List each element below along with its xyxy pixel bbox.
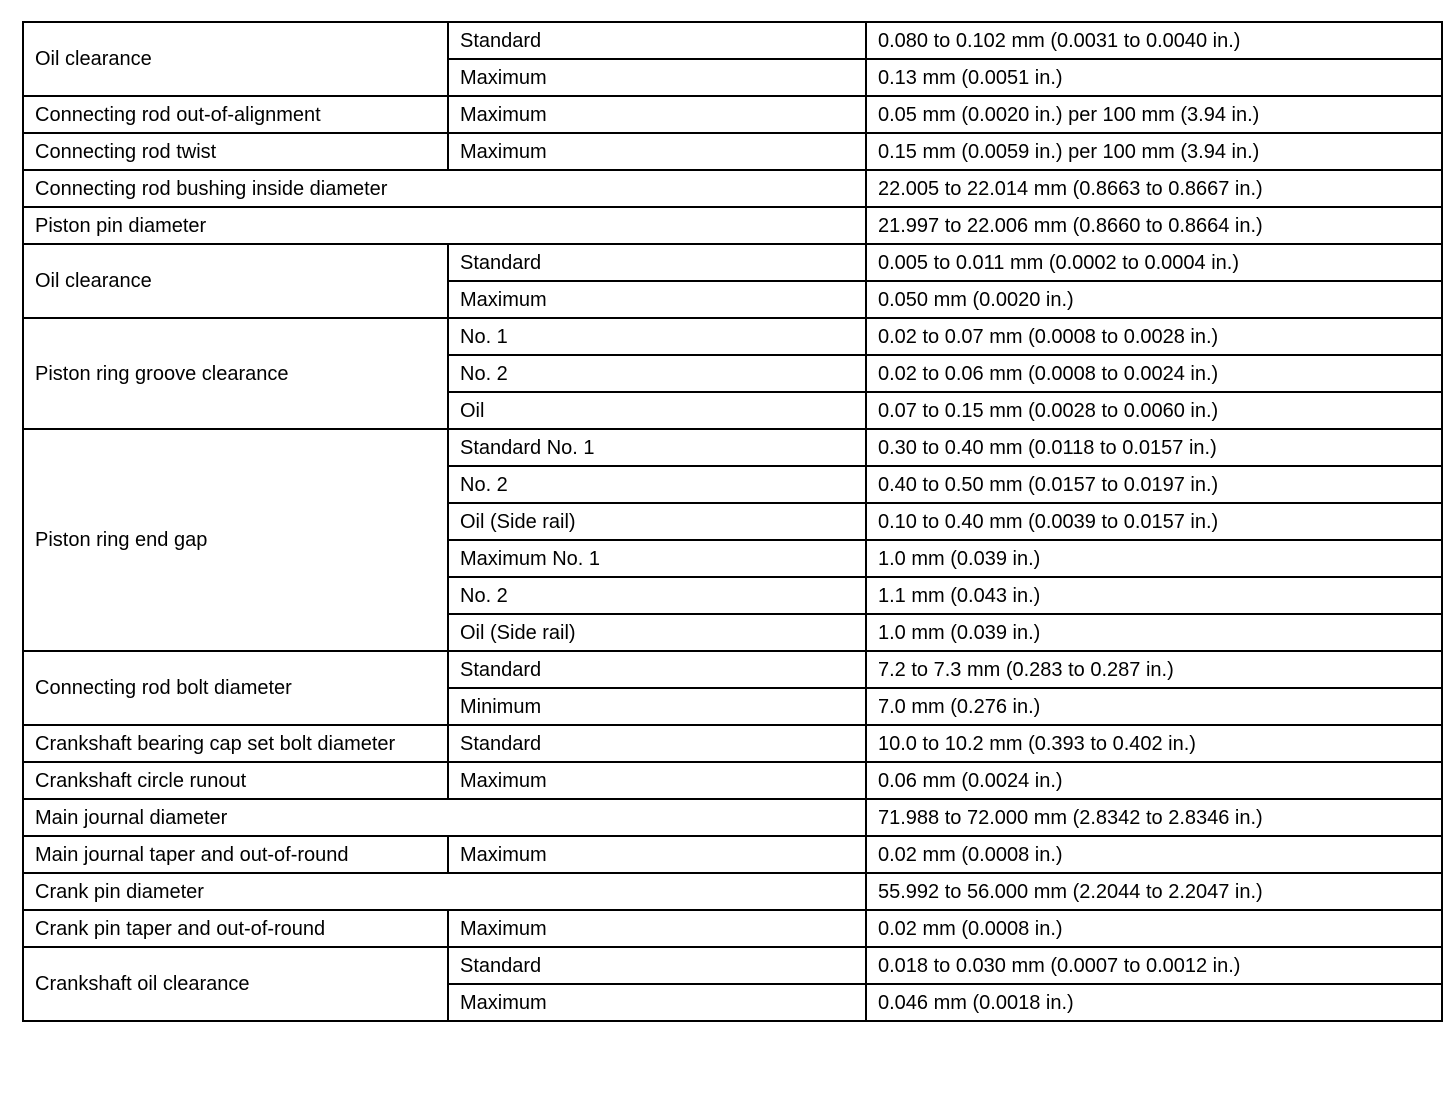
table-row [23,22,1442,59]
spec-item-cell: Crankshaft oil clearance [23,947,448,1021]
spec-value-cell: 7.2 to 7.3 mm (0.283 to 0.287 in.) [866,651,1442,688]
spec-condition-cell: Maximum [448,762,866,799]
spec-value-cell: 0.046 mm (0.0018 in.) [866,984,1442,1021]
spec-condition-cell: Standard [448,22,866,59]
spec-condition-cell: No. 2 [448,577,866,614]
spec-table [22,21,1443,1022]
spec-condition-cell: Maximum [448,910,866,947]
spec-value-cell: 10.0 to 10.2 mm (0.393 to 0.402 in.) [866,725,1442,762]
spec-value-cell: 1.1 mm (0.043 in.) [866,577,1442,614]
table-row [23,96,1442,133]
spec-condition-cell: Oil (Side rail) [448,614,866,651]
spec-value-cell: 55.992 to 56.000 mm (2.2044 to 2.2047 in.) [866,873,1442,910]
table-row [23,947,1442,984]
spec-value-cell: 1.0 mm (0.039 in.) [866,614,1442,651]
spec-condition-cell: Maximum [448,836,866,873]
spec-condition-cell: Minimum [448,688,866,725]
spec-item-cell: Connecting rod bushing inside diameter [23,170,866,207]
spec-condition-cell: No. 2 [448,466,866,503]
spec-condition-cell: Standard [448,244,866,281]
table-row [23,244,1442,281]
spec-value-cell: 0.080 to 0.102 mm (0.0031 to 0.0040 in.) [866,22,1442,59]
spec-condition-cell: Standard [448,651,866,688]
table-row [23,873,1442,910]
spec-condition-cell: Standard [448,725,866,762]
table-row [23,133,1442,170]
table-row [23,429,1442,466]
spec-value-cell: 0.05 mm (0.0020 in.) per 100 mm (3.94 in.) [866,96,1442,133]
spec-item-cell: Crank pin diameter [23,873,866,910]
spec-condition-cell: Maximum [448,59,866,96]
spec-condition-cell: Standard [448,947,866,984]
spec-condition-cell: Maximum [448,984,866,1021]
spec-item-cell: Piston ring groove clearance [23,318,448,429]
table-row [23,836,1442,873]
spec-value-cell: 0.005 to 0.011 mm (0.0002 to 0.0004 in.) [866,244,1442,281]
spec-value-cell: 0.10 to 0.40 mm (0.0039 to 0.0157 in.) [866,503,1442,540]
spec-item-cell: Main journal diameter [23,799,866,836]
spec-item-cell: Crankshaft bearing cap set bolt diameter [23,725,448,762]
spec-value-cell: 22.005 to 22.014 mm (0.8663 to 0.8667 in.) [866,170,1442,207]
spec-value-cell: 0.018 to 0.030 mm (0.0007 to 0.0012 in.) [866,947,1442,984]
spec-value-cell: 0.06 mm (0.0024 in.) [866,762,1442,799]
spec-item-cell: Piston ring end gap [23,429,448,651]
spec-value-cell: 1.0 mm (0.039 in.) [866,540,1442,577]
spec-value-cell: 0.050 mm (0.0020 in.) [866,281,1442,318]
table-row [23,910,1442,947]
spec-item-cell: Piston pin diameter [23,207,866,244]
table-row [23,762,1442,799]
spec-value-cell: 0.07 to 0.15 mm (0.0028 to 0.0060 in.) [866,392,1442,429]
spec-value-cell: 0.02 to 0.07 mm (0.0008 to 0.0028 in.) [866,318,1442,355]
spec-value-cell: 21.997 to 22.006 mm (0.8660 to 0.8664 in.) [866,207,1442,244]
table-row [23,799,1442,836]
table-row [23,651,1442,688]
spec-condition-cell: Maximum No. 1 [448,540,866,577]
spec-item-cell: Oil clearance [23,244,448,318]
spec-condition-cell: Maximum [448,133,866,170]
spec-item-cell: Main journal taper and out-of-round [23,836,448,873]
table-row [23,207,1442,244]
spec-condition-cell: Maximum [448,96,866,133]
spec-item-cell: Crankshaft circle runout [23,762,448,799]
spec-item-cell: Connecting rod twist [23,133,448,170]
spec-value-cell: 0.40 to 0.50 mm (0.0157 to 0.0197 in.) [866,466,1442,503]
spec-condition-cell: No. 1 [448,318,866,355]
spec-value-cell: 0.02 mm (0.0008 in.) [866,910,1442,947]
spec-value-cell: 0.02 mm (0.0008 in.) [866,836,1442,873]
spec-condition-cell: No. 2 [448,355,866,392]
spec-condition-cell: Oil (Side rail) [448,503,866,540]
spec-item-cell: Connecting rod out-of-alignment [23,96,448,133]
spec-item-cell: Connecting rod bolt diameter [23,651,448,725]
table-row [23,170,1442,207]
spec-condition-cell: Maximum [448,281,866,318]
spec-condition-cell: Oil [448,392,866,429]
spec-value-cell: 0.02 to 0.06 mm (0.0008 to 0.0024 in.) [866,355,1442,392]
spec-value-cell: 71.988 to 72.000 mm (2.8342 to 2.8346 in.) [866,799,1442,836]
spec-condition-cell: Standard No. 1 [448,429,866,466]
spec-table-body [23,22,1442,1021]
table-row [23,725,1442,762]
spec-value-cell: 0.15 mm (0.0059 in.) per 100 mm (3.94 in.) [866,133,1442,170]
spec-value-cell: 0.30 to 0.40 mm (0.0118 to 0.0157 in.) [866,429,1442,466]
table-row [23,318,1442,355]
spec-value-cell: 7.0 mm (0.276 in.) [866,688,1442,725]
spec-item-cell: Oil clearance [23,22,448,96]
spec-item-cell: Crank pin taper and out-of-round [23,910,448,947]
spec-value-cell: 0.13 mm (0.0051 in.) [866,59,1442,96]
